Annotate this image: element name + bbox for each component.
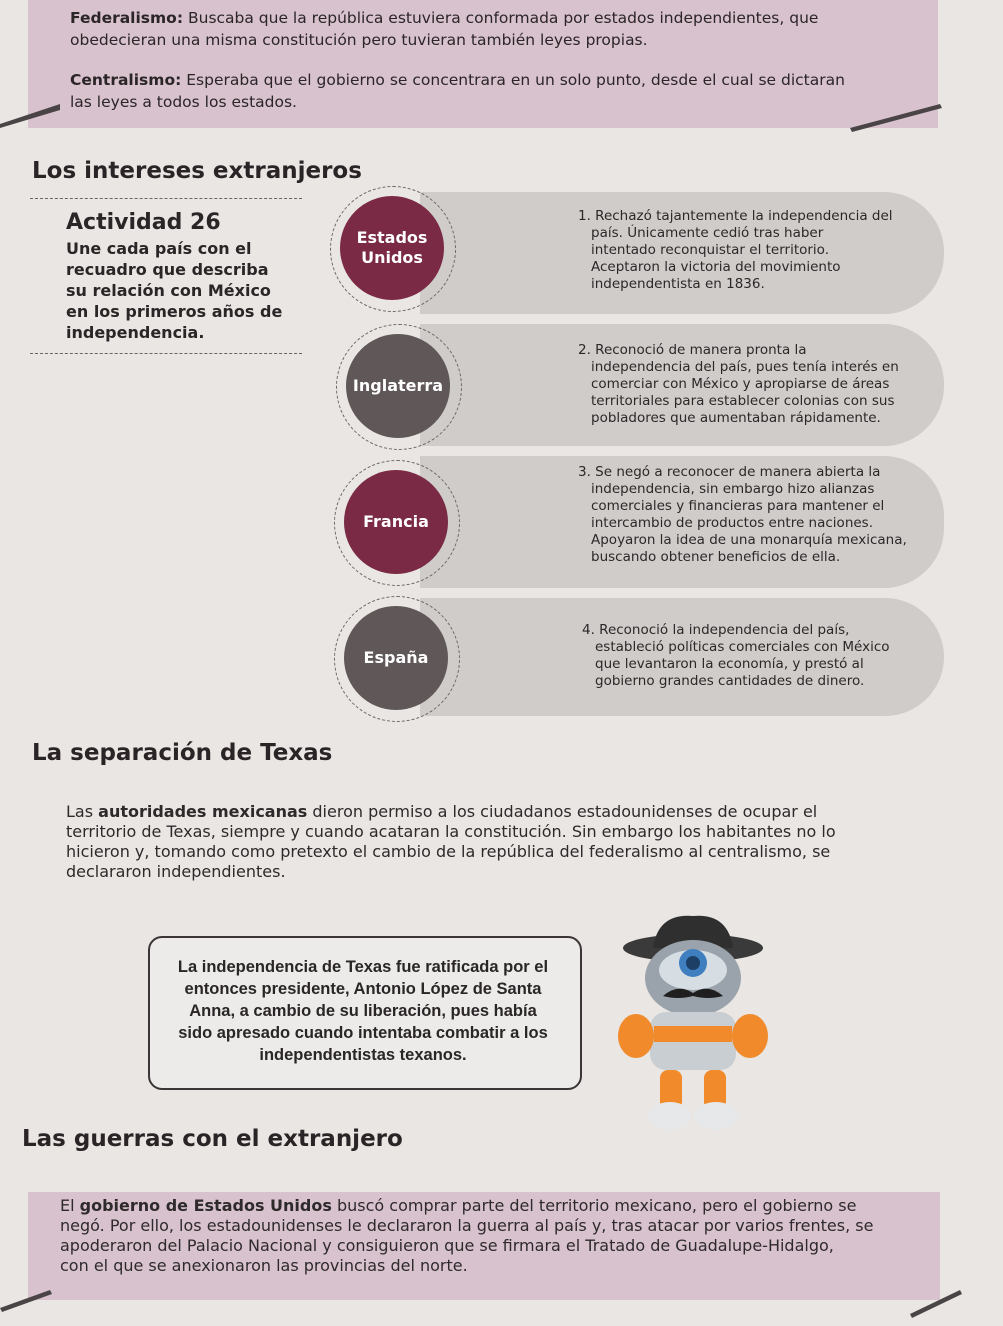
description-line: pobladores que aumentaban rápidamente.: [591, 410, 881, 426]
federalismo-term: Federalismo:: [70, 9, 184, 27]
callout-line: La independencia de Texas fue ratificada por el: [177, 958, 549, 976]
country-francia[interactable]: [344, 470, 448, 574]
guerras-bold: gobierno de Estados Unidos: [79, 1196, 332, 1215]
description-3[interactable]: [578, 464, 938, 566]
box-corner-left: [0, 1288, 60, 1318]
activity-line: Une cada país con el: [66, 239, 252, 258]
texas-paragraph: [66, 802, 946, 882]
activity-line: en los primeros años de: [66, 302, 283, 321]
intereses-title: Los intereses extranjeros: [32, 158, 362, 184]
texas-line: declararon independientes.: [66, 862, 286, 881]
country-inglaterra[interactable]: [346, 334, 450, 438]
callout-line: Anna, a cambio de su liberación, pues había: [189, 1002, 537, 1020]
description-line: independentista en 1836.: [591, 276, 765, 292]
centralismo-line2: las leyes a todos los estados.: [70, 93, 297, 111]
box-corner-right: [850, 104, 950, 134]
country-label: Unidos: [361, 248, 423, 267]
robot-mascot-icon: [608, 908, 778, 1138]
guerras-title: Las guerras con el extranjero: [22, 1126, 403, 1152]
centralismo-line1: [70, 70, 845, 90]
description-line: que levantaron la economía, y prestó al: [595, 656, 864, 672]
description-1[interactable]: [578, 208, 928, 293]
description-line: 3. Se negó a reconocer de manera abierta la: [578, 464, 881, 480]
description-line: Apoyaron la idea de una monarquía mexicana,: [591, 532, 907, 548]
country-label: Francia: [363, 512, 429, 531]
box-corner-left: [0, 96, 80, 136]
description-line: 2. Reconoció de manera pronta la: [578, 342, 807, 358]
guerras-line: apoderaron del Palacio Nacional y consiguieron que se firmara el Tratado de Guadalupe-Hidalgo,: [60, 1236, 834, 1255]
federalismo-line2: obedecieran una misma constitución pero tuvieran también leyes propias.: [70, 31, 648, 49]
guerras-line: El gobierno de Estados Unidos buscó comprar parte del territorio mexicano, pero el gobierno se: [60, 1196, 857, 1215]
texas-line: territorio de Texas, siempre y cuando acataran la constitución. Sin embargo los habitantes no lo: [66, 822, 836, 841]
country-label: Estados: [356, 228, 428, 247]
description-line: independencia, sin embargo hizo alianzas: [591, 481, 875, 497]
description-line: estableció políticas comerciales con México: [595, 639, 890, 655]
activity-instructions: [66, 238, 302, 343]
callout-line: sido apresado cuando intentaba combatir a los: [178, 1024, 548, 1042]
description-line: gobierno grandes cantidades de dinero.: [595, 673, 865, 689]
description-line: intercambio de productos entre naciones.: [591, 515, 874, 531]
guerras-paragraph: [60, 1196, 940, 1276]
activity-line: independencia.: [66, 323, 205, 342]
description-line: Aceptaron la victoria del movimiento: [591, 259, 841, 275]
federalismo-line1: [70, 8, 818, 28]
centralismo-text: Esperaba que el gobierno se concentrara en un solo punto, desde el cual se dictaran: [186, 71, 845, 89]
description-line: comerciales y financieras para mantener el: [591, 498, 885, 514]
centralismo-term: Centralismo:: [70, 71, 182, 89]
description-line: independencia del país, pues tenía interés en: [591, 359, 899, 375]
description-line: territoriales para establecer colonias con sus: [591, 393, 895, 409]
description-2[interactable]: [578, 342, 928, 427]
texas-line: hicieron y, tomando como pretexto el cambio de la república del federalismo al centralismo, se: [66, 842, 831, 861]
guerras-line: negó. Por ello, los estadounidenses le declararon la guerra al país y, tras atacar por varios frentes, se: [60, 1216, 874, 1235]
country-label: Inglaterra: [352, 376, 444, 395]
country-label: España: [363, 648, 429, 667]
callout-line: independentistas texanos.: [259, 1046, 467, 1064]
description-line: país. Únicamente cedió tras haber: [591, 225, 824, 241]
texas-line: Las autoridades mexicanas dieron permiso a los ciudadanos estadounidenses de ocupar el: [66, 802, 818, 821]
description-line: intentado reconquistar el territorio.: [591, 242, 829, 258]
description-line: 4. Reconoció la independencia del país,: [582, 622, 850, 638]
country-estados-unidos[interactable]: [340, 196, 444, 300]
guerras-line: con el que se anexionaron las provincias del norte.: [60, 1256, 468, 1275]
description-line: buscando obtener beneficios de ella.: [591, 549, 841, 565]
description-line: 1. Rechazó tajantemente la independencia del: [578, 208, 893, 224]
description-line: comerciar con México y apropiarse de áreas: [591, 376, 890, 392]
activity-line: recuadro que describa: [66, 260, 269, 279]
federalismo-text: Buscaba que la república estuviera conformada por estados independientes, que: [187, 9, 819, 27]
box-corner-right: [910, 1290, 970, 1320]
callout-line: entonces presidente, Antonio López de Santa: [184, 980, 542, 998]
texas-callout-text: [148, 956, 578, 1066]
activity-title: Actividad 26: [66, 210, 221, 235]
description-4[interactable]: [582, 622, 932, 690]
texas-bold: autoridades mexicanas: [98, 802, 308, 821]
country-espana[interactable]: [344, 606, 448, 710]
texas-title: La separación de Texas: [32, 740, 333, 766]
activity-line: su relación con México: [66, 281, 271, 300]
